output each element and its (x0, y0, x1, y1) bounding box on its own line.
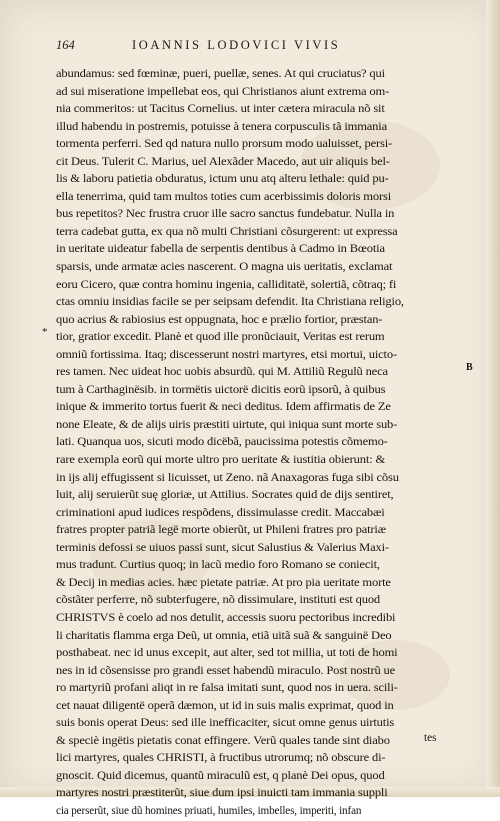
margin-mark-right: B (466, 362, 473, 373)
text-line: ctas omniu insidias facile se per seipsam defendit. Ita Christiana religio, (56, 294, 500, 312)
text-line: li charitatis flamma erga Deũ, ut omnia, etiã uitã suã & sanguinë Deo (56, 628, 500, 646)
catchword: tes (424, 732, 436, 744)
text-line: bus repetitos? Nec frustra cruor ille sacro sanctus fundebatur. Nulla in (56, 206, 500, 224)
text-line: nia commeritos: ut Tacitus Cornelius. ut inter cætera miracula nõ sit (56, 101, 500, 119)
running-head: IOANNIS LODOVICI VIVIS (132, 38, 340, 53)
margin-mark-left: * (42, 326, 48, 338)
text-line: in ijs alij effugissent si licuisset, ut Zeno. nã Anaxagoras fuga sibi cõsu (56, 470, 500, 488)
text-line: nes in id cõsensisse pro grandi esset habendũ miraculo. Post nostrũ ue (56, 663, 500, 681)
text-line: luit, alij seruierũt suę gloriæ, ut Attilius. Socrates quid de dijs sentiret, (56, 487, 500, 505)
text-line: abundamus: sed fœminæ, pueri, puellæ, senes. At qui cruciatus? qui (56, 66, 500, 84)
text-line: sparsis, unde armatæ acies nascerent. O magna uis ueritatis, exclamat (56, 259, 500, 277)
text-line: res tamen. Nec uideat hoc uobis absurdũ. qui M. Attiliũ Regulũ neca (56, 364, 500, 382)
text-line: quo acrius & rabiosius est oppugnata, hoc e prælio fortior, præstan- (56, 312, 500, 330)
text-line: tior, gratior excedit. Planè et quod ille pronũciauit, Veritas est rerum (56, 329, 500, 347)
text-line: rare exempla eorũ qui morte ultro pro ueritate & iustitia obierunt: & (56, 452, 500, 470)
text-line: omniũ fortissima. Itaq; discesserunt nostri martyres, etsi mortui, uicto- (56, 347, 500, 365)
text-line: & speciè ingëtis pietatis conat effingere. Verũ quales tande sint diabo (56, 733, 500, 751)
text-line: criminationi apud iudices respõdens, dissimulasse credit. Maccabæi (56, 505, 500, 523)
text-line: fratres propter patriã legë morte obierũt, ut Phileni fratres pro patriæ (56, 522, 500, 540)
text-line: & Decij in medias acies. hæc pietate patriæ. At pro pia ueritate morte (56, 575, 500, 593)
text-line: suis bonis operat Deus: sed ille inefficaciter, sicut omne genus uirtutis (56, 715, 500, 733)
text-line: eoru Cicero, quæ contra hominu ingenia, calliditatë, solertiã, cõtraq; fi (56, 277, 500, 295)
text-line: tormenta perferri. Sed qd natura nullo prorsum modo ualuisset, persi- (56, 136, 500, 154)
text-line: terminis defossi se uiuos passi sunt, sicut Salustius & Valerius Maxi- (56, 540, 500, 558)
page-number: 164 (56, 38, 75, 53)
text-line: lis & laboru patietia obduratus, ictum unu atq alteru lethale: quid pu- (56, 171, 500, 189)
text-line: lati. Quanqua uos, sicuti modo dicëbã, paucissima potestis cõmemo- (56, 434, 500, 452)
body-text (56, 66, 456, 821)
text-line: tum à Carthaginësib. in tormëtis uictorë dicitis eorũ ipsorũ, à quibus (56, 382, 500, 400)
text-line: ad sui miseratione impellebat eos, qui Christianos aiunt extrema om- (56, 84, 500, 102)
text-line: lici martyres, quales CHRISTI, à fructibus utrorumq; nõ obscure di- (56, 750, 500, 768)
page-header (56, 38, 460, 54)
text-line: cet nauat diligentë operã dæmon, ut id in suis malis exprimat, quod in (56, 698, 500, 716)
text-line: terra cadebat gutta, ex qua nõ multi Christiani cõsurgerent: ut expressa (56, 224, 500, 242)
text-line: martyres nostri præstiterũt, siue dum ipsi inuicti tam immania suppli (56, 785, 500, 803)
text-line: none Eleate, & de alijs uiris præstiti uirtute, qui iniqua sunt morte sub- (56, 417, 500, 435)
text-line: gnoscit. Quid dicemus, quantũ miraculũ est, q planè Dei opus, quod (56, 768, 500, 786)
text-line: ella tenerrima, quid tam multos toties cum acerbissimis doloris morsi (56, 189, 500, 207)
text-line: inique & immerito tortus fuerit & neci deditus. Idem affirmatis de Ze (56, 399, 500, 417)
text-line: mus tradunt. Curtius quoq; in lacũ medio foro Romano se coniecit, (56, 557, 500, 575)
text-line: illud habendu in postremis, potuisse à tenera corpusculis tã immania (56, 119, 500, 137)
text-line: ro martyriũ profani aliqt in re falsa imitati sunt, quod nos in uera. scili- (56, 680, 500, 698)
text-line: in ueritate uideatur fabella de serpentis dentibus à Cadmo in Bœotia (56, 241, 500, 259)
text-line: cõstãter perferre, nõ subterfugere, nõ dissimulare, instituti est quod (56, 592, 500, 610)
text-line: CHRISTVS è coelo ad nos detulit, accessis suoru pectoribus incredibi (56, 610, 500, 628)
text-line: posthabeat. nec id unus excepit, aut alter, sed tot millia, ut toti de homi (56, 645, 500, 663)
text-line: cia perserũt, siue dũ homines priuati, humiles, imbelles, imperiti, infan (56, 803, 456, 821)
text-line: cit Deus. Tulerit C. Marius, uel Alexãder Macedo, aut uir aliquis bel- (56, 154, 500, 172)
